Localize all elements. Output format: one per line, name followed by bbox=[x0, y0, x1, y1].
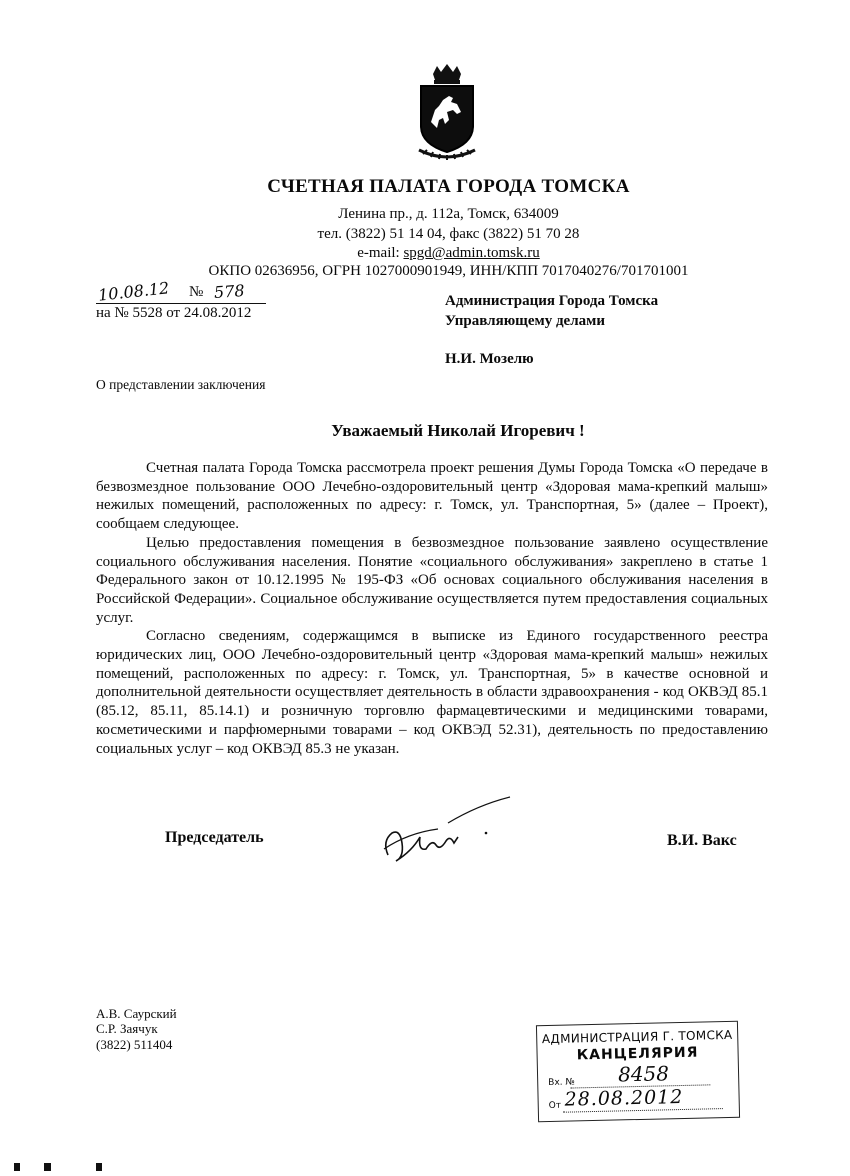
stamp-incoming-label: Вх. № bbox=[548, 1077, 575, 1089]
email-link[interactable]: spgd@admin.tomsk.ru bbox=[403, 245, 540, 261]
salutation: Уважаемый Николай Игоревич ! bbox=[331, 421, 585, 440]
addressee-position: Управляющему делами bbox=[445, 313, 605, 329]
outgoing-date: 10.08.12 bbox=[97, 278, 171, 305]
outgoing-number bbox=[96, 278, 276, 306]
number-sign: № bbox=[189, 284, 204, 300]
handwritten-signature bbox=[378, 793, 518, 873]
letter-subject: О представлении заключения bbox=[96, 377, 266, 392]
organization-codes: ОКПО 02636956, ОГРН 1027000901949, ИНН/КПП 7017040276/701701001 bbox=[208, 263, 689, 279]
stamp-date: 28.08.2012 bbox=[564, 1085, 684, 1111]
organization-address: Ленина пр., д. 112а, Томск, 634009 bbox=[338, 206, 559, 222]
body-paragraph: Целью предоставления помещения в безвозмездное пользование заявлено осуществление социального обслуживания населения. Понятие «социального обслуживания» закреплено в статье 1 Федерального закон от 10.12.1995 № 195-ФЗ «Об основах социального обслуживания населения в Российской Федерации». Социальное обслуживание осуществляется путем предоставления социальных услуг. bbox=[96, 534, 768, 626]
email-label: e-mail: bbox=[357, 245, 404, 261]
signer-name: В.И. Вакс bbox=[667, 832, 737, 849]
coat-of-arms-icon bbox=[413, 64, 481, 162]
outgoing-underline bbox=[96, 303, 266, 304]
stamp-department: КАНЦЕЛЯРИЯ bbox=[576, 1044, 699, 1064]
stamp-date-label: От bbox=[548, 1100, 562, 1112]
executor-phone: (3822) 511404 bbox=[96, 1037, 173, 1052]
body-paragraph: Счетная палата Города Томска рассмотрела проект решения Думы Города Томска «О передаче в безвозмездное пользование ООО Лечебно-оздоровительный центр «Здоровая мама-крепкий малыш» нежилых помещений, расположенных по адресу: г. Томск, ул. Транспортная, 5» (далее – Проект), сообщаем следующее. bbox=[96, 460, 768, 533]
scan-edge-marks bbox=[0, 1158, 850, 1170]
executor-name: А.В. Саурский bbox=[96, 1006, 177, 1021]
signer-title: Председатель bbox=[165, 829, 264, 846]
reference-number: на № 5528 от 24.08.2012 bbox=[96, 305, 252, 321]
organization-title: СЧЕТНАЯ ПАЛАТА ГОРОДА ТОМСКА bbox=[267, 176, 630, 197]
stamp-incoming-number: 8458 bbox=[617, 1061, 670, 1087]
body-paragraph: Согласно сведениям, содержащимся в выписке из Единого государственного реестра юридических лиц, ООО Лечебно-оздоровительный центр «Здоровая мама-крепкий малыш» нежилых помещений, расположенных по адресу: г. Томск, ул. Транспортная, 5» в качестве основной и дополнительной деятельности осуществляет деятельность в области здравоохранения - код ОКВЭД 85.1 (85.12, 85.11, 85.14.1) и розничную торговлю фармацевтическими и медицинскими товарами, косметическими и парфюмерными товарами – код ОКВЭД 52.31), деятельность по предоставлению социальных услуг – код ОКВЭД 85.3 не указан. bbox=[96, 628, 768, 757]
executor-name: С.Р. Заячук bbox=[96, 1021, 158, 1036]
outgoing-number-value: 578 bbox=[213, 280, 246, 303]
addressee-organization: Администрация Города Томска bbox=[445, 293, 659, 309]
registration-stamp bbox=[536, 1021, 740, 1123]
stamp-organization: АДМИНИСТРАЦИЯ Г. ТОМСКА bbox=[541, 1027, 733, 1047]
organization-email-line bbox=[0, 245, 850, 262]
organization-phone-fax: тел. (3822) 51 14 04, факс (3822) 51 70 28 bbox=[317, 226, 580, 242]
letter-body bbox=[96, 459, 768, 758]
addressee-name: Н.И. Мозелю bbox=[445, 351, 534, 367]
